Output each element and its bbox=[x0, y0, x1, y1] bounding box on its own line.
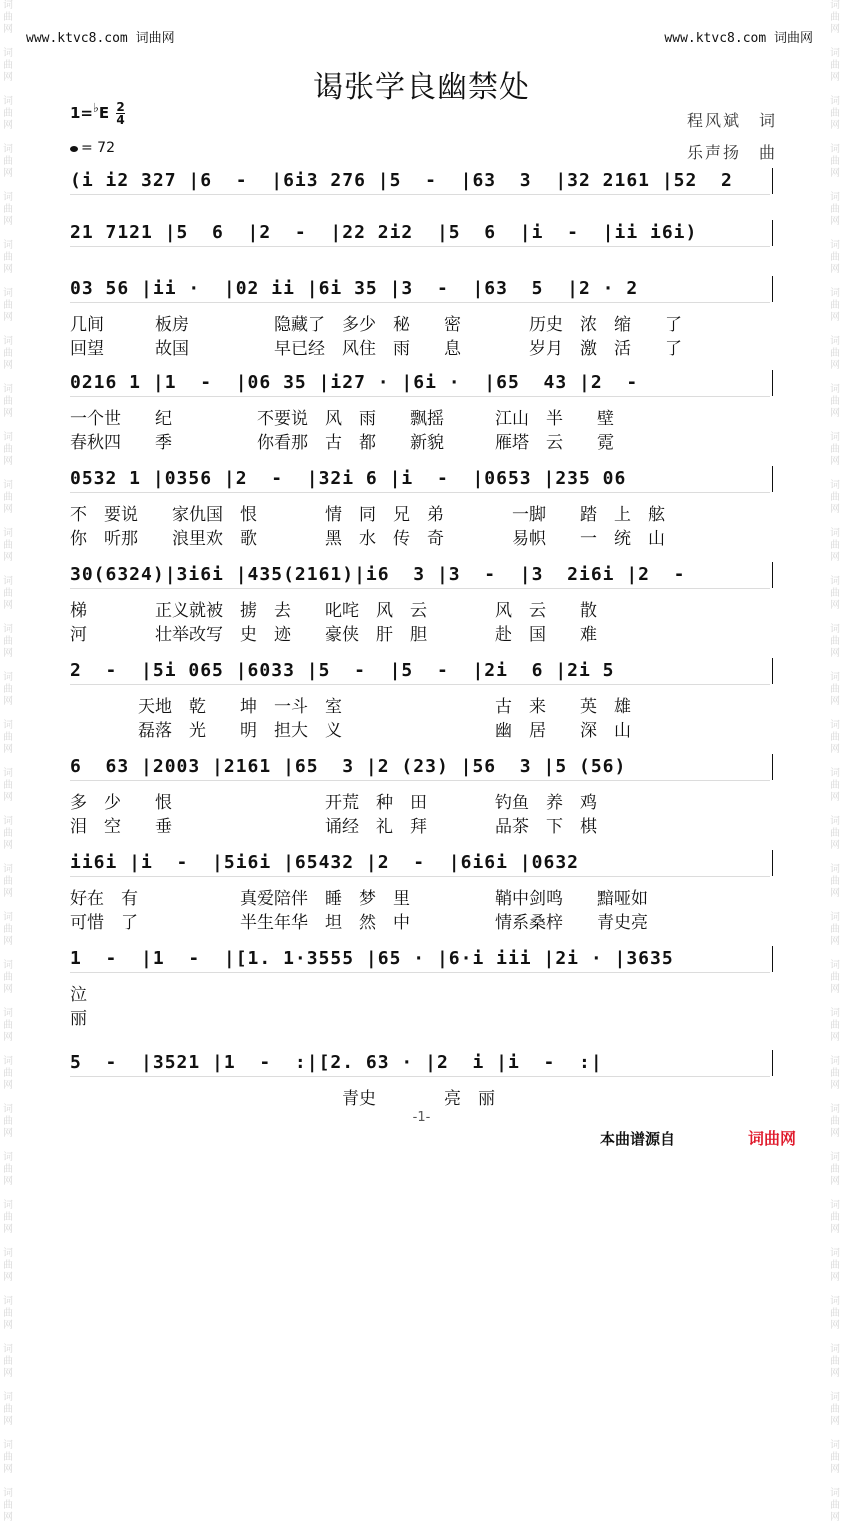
score-row bbox=[60, 468, 785, 548]
rhythm-underline bbox=[70, 876, 770, 877]
lyric-line: 天地 乾 坤 一斗 室 古 来 英 雄 bbox=[70, 697, 631, 717]
rhythm-underline bbox=[70, 780, 770, 781]
lyric-line: 你 听那 浪里欢 歌 黑 水 传 奇 易帜 一 统 山 bbox=[70, 529, 665, 549]
key-note: E bbox=[98, 104, 110, 122]
source-label: 本曲谱源自 bbox=[600, 1130, 676, 1148]
bar-line bbox=[772, 562, 773, 588]
score-row bbox=[60, 756, 785, 836]
bar-line bbox=[772, 850, 773, 876]
rhythm-underline bbox=[70, 246, 770, 247]
bar-line bbox=[772, 1050, 773, 1076]
lyric-line: 河 壮举改写 史 迹 豪侠 肝 胆 赴 国 难 bbox=[70, 625, 597, 645]
watermark-right: 词 曲 网 词 曲 网 词 曲 网 词 曲 网 词 曲 网 词 曲 网 词 曲 网 词 曲 网 词 曲 网 词 曲 网 词 曲 网 词 曲 网 词 曲 网 词 曲 网 词 曲 网 词 曲 网 词 曲 网 词 曲 网 词 曲 网 词 曲 网 词 曲 网 词 曲 网 词 曲 网 词 曲 网 词 曲 网 词 曲 网 词 曲 网 词 曲 网 词 曲 网 词 曲 网 词 曲 网 词 曲 网 bbox=[830, 0, 840, 1523]
notation-line: 03 56 |ii · |02 ii |6i 35 |3 - |63 5 |2 · 2 bbox=[70, 278, 639, 299]
lyric-line: 一个世 纪 不要说 风 雨 飘摇 江山 半 壁 bbox=[70, 409, 614, 429]
bar-line bbox=[772, 466, 773, 492]
notation-line: 6 63 |2003 |2161 |65 3 |2 (23) |56 3 |5 (56) bbox=[70, 756, 627, 777]
notation-line: 30(6324)|3i6i |435(2161)|i6 3 |3 - |3 2i6i |2 - bbox=[70, 564, 686, 585]
lyric-line: 春秋四 季 你看那 古 都 新貌 雁塔 云 霓 bbox=[70, 433, 614, 453]
bar-line bbox=[772, 754, 773, 780]
lyricist-credit: 程风斌 词 bbox=[686, 111, 777, 130]
notation-line: 2 - |5i 065 |6033 |5 - |5 - |2i 6 |2i 5 bbox=[70, 660, 615, 681]
page-number: -1- bbox=[412, 1110, 431, 1125]
bar-line bbox=[772, 946, 773, 972]
score-row bbox=[60, 564, 785, 644]
rhythm-underline bbox=[70, 1076, 770, 1077]
bar-line bbox=[772, 658, 773, 684]
notation-line: 5 - |3521 |1 - :|[2. 63 · |2 i |i - :| bbox=[70, 1052, 603, 1073]
watermark-left: 词 曲 网 词 曲 网 词 曲 网 词 曲 网 词 曲 网 词 曲 网 词 曲 网 词 曲 网 词 曲 网 词 曲 网 词 曲 网 词 曲 网 词 曲 网 词 曲 网 词 曲 网 词 曲 网 词 曲 网 词 曲 网 词 曲 网 词 曲 网 词 曲 网 词 曲 网 词 曲 网 词 曲 网 词 曲 网 词 曲 网 词 曲 网 词 曲 网 词 曲 网 词 曲 网 词 曲 网 词 曲 网 bbox=[3, 0, 13, 1523]
notation-line: (i i2 327 |6 - |6i3 276 |5 - |63 3 |32 2161 |52 2 bbox=[70, 170, 733, 191]
lyric-line: 不 要说 家仇国 恨 情 同 兄 弟 一脚 踏 上 舷 bbox=[70, 505, 665, 525]
tempo-value: = 72 bbox=[81, 140, 115, 156]
bar-line bbox=[772, 370, 773, 396]
key-prefix: 1= bbox=[70, 104, 94, 122]
rhythm-underline bbox=[70, 492, 770, 493]
lyric-line: 回望 故国 早已经 风住 雨 息 岁月 激 活 了 bbox=[70, 339, 682, 359]
site-url-left[interactable]: www.ktvc8.com 词曲网 bbox=[26, 31, 175, 46]
rhythm-underline bbox=[70, 588, 770, 589]
lyric-line: 磊落 光 明 担大 义 幽 居 深 山 bbox=[70, 721, 631, 741]
composer-credit: 乐声扬 曲 bbox=[686, 143, 777, 162]
tempo-marking bbox=[70, 140, 115, 156]
lyric-line: 丽 bbox=[70, 1009, 87, 1029]
lyric-line: 泣 bbox=[70, 985, 87, 1005]
time-beats: 2 bbox=[116, 100, 125, 114]
key-signature bbox=[70, 100, 125, 126]
rhythm-underline bbox=[70, 684, 770, 685]
notation-line: ii6i |i - |5i6i |65432 |2 - |6i6i |0632 bbox=[70, 852, 579, 873]
rhythm-underline bbox=[70, 396, 770, 397]
score-row bbox=[60, 852, 785, 932]
time-unit: 4 bbox=[116, 113, 125, 127]
notation-line: 0216 1 |1 - |06 35 |i27 · |6i · |65 43 |2 - bbox=[70, 372, 639, 393]
lyric-line: 几间 板房 隐藏了 多少 秘 密 历史 浓 缩 了 bbox=[70, 315, 682, 335]
score-row bbox=[60, 948, 785, 1028]
rhythm-underline bbox=[70, 972, 770, 973]
rhythm-underline bbox=[70, 194, 770, 195]
lyric-line: 好在 有 真爱陪伴 睡 梦 里 鞘中剑鸣 黯哑如 bbox=[70, 889, 648, 909]
score-row bbox=[60, 660, 785, 740]
site-url-right[interactable]: www.ktvc8.com 词曲网 bbox=[664, 31, 813, 46]
bar-line bbox=[772, 168, 773, 194]
notation-line: 0532 1 |0356 |2 - |32i 6 |i - |0653 |235 06 bbox=[70, 468, 627, 489]
time-signature bbox=[116, 101, 124, 126]
key-flat: ♭ bbox=[93, 100, 99, 115]
song-title: 谒张学良幽禁处 bbox=[313, 70, 530, 105]
bar-line bbox=[772, 276, 773, 302]
lyric-line: 泪 空 垂 诵经 礼 拜 品茶 下 棋 bbox=[70, 817, 597, 837]
notation-line: 1 - |1 - |[1. 1·3555 |65 · |6·i iii |2i · |3635 bbox=[70, 948, 674, 969]
lyric-line: 可惜 了 半生年华 坦 然 中 情系桑梓 青史亮 bbox=[70, 913, 648, 933]
score-row bbox=[60, 372, 785, 452]
notation-line: 21 7121 |5 6 |2 - |22 2i2 |5 6 |i - |ii i6i) bbox=[70, 222, 698, 243]
brand-link[interactable]: 词曲网 bbox=[748, 1129, 797, 1148]
bar-line bbox=[772, 220, 773, 246]
lyric-line: 多 少 恨 开荒 种 田 钓鱼 养 鸡 bbox=[70, 793, 597, 813]
quarter-note-icon bbox=[70, 146, 78, 152]
lyric-line: 梯 正义就被 掳 去 叱咤 风 云 风 云 散 bbox=[70, 601, 597, 621]
score-row bbox=[60, 278, 785, 358]
rhythm-underline bbox=[70, 302, 770, 303]
lyric-line: 青史 亮 丽 bbox=[70, 1089, 495, 1109]
